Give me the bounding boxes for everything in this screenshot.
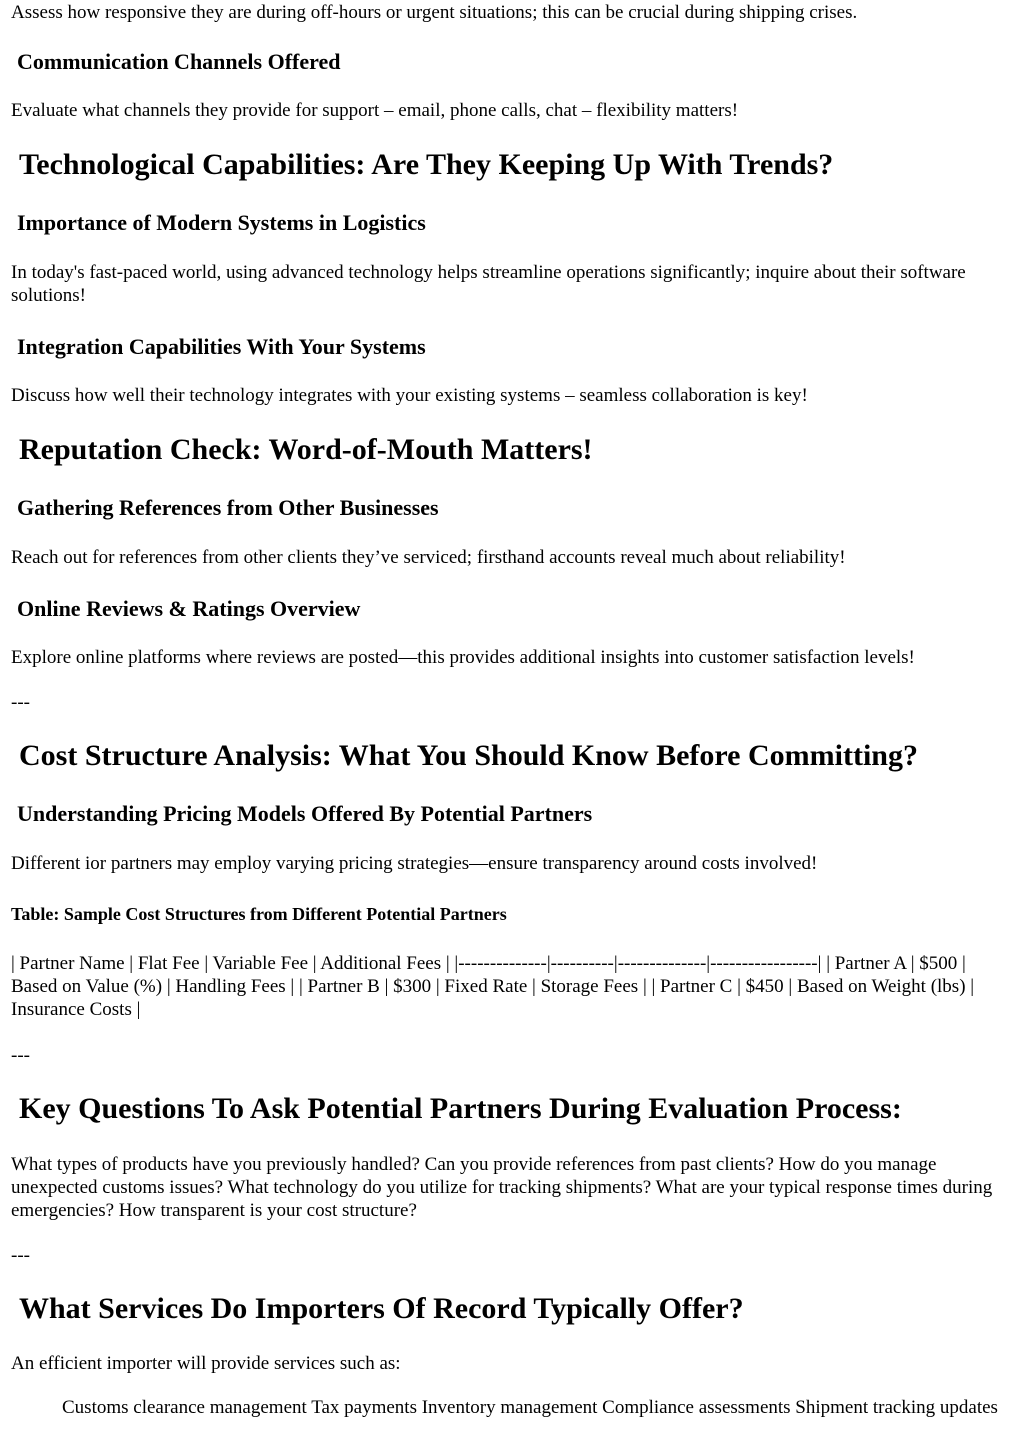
separator: --- — [11, 1045, 30, 1066]
table-raw-text: | Partner Name | Flat Fee | Variable Fee | Additional Fees | |--------------|----------|--------------|-----------------| | Partner A | $500 | Based on Value (%) | Handling Fees | | Partner B | $300 | Fixed Rate | Storage Fees | | Partner C | $450 | Based on Weight (lbs) | Insurance Costs | — [11, 953, 975, 1020]
heading-key-questions: Key Questions To Ask Potential Partners During Evaluation Process: — [19, 1092, 902, 1125]
heading-pricing-models: Understanding Pricing Models Offered By Potential Partners — [17, 801, 593, 826]
paragraph-modern-systems: In today's fast-paced world, using advanced technology helps streamline operations significantly; inquire about their software solutions! — [11, 262, 966, 306]
separator: --- — [11, 692, 30, 713]
paragraph-references: Reach out for references from other clients they’ve serviced; firsthand accounts reveal much about reliability! — [11, 547, 846, 568]
table-caption: Table: Sample Cost Structures from Different Potential Partners — [11, 904, 507, 924]
heading-modern-systems: Importance of Modern Systems in Logistics — [17, 210, 426, 235]
heading-services: What Services Do Importers Of Record Typically Offer? — [19, 1292, 744, 1325]
paragraph-pricing: Different ior partners may employ varying pricing strategies—ensure transparency around costs involved! — [11, 853, 818, 874]
heading-cost-structure: Cost Structure Analysis: What You Should Know Before Committing? — [19, 739, 918, 772]
services-list: Customs clearance management Tax payments Inventory management Compliance assessments Shipment tracking updates — [62, 1397, 998, 1418]
heading-communication-channels: Communication Channels Offered — [17, 49, 341, 74]
paragraph-key-questions: What types of products have you previously handled? Can you provide references from past clients? How do you manage unexpected customs issues? What technology do you utilize for tracking shipments? What are your typical response times during emergencies? How transparent is your cost structure? — [11, 1154, 993, 1221]
paragraph-channels: Evaluate what channels they provide for support – email, phone calls, chat – flexibility matters! — [11, 100, 739, 121]
paragraph-online-reviews: Explore online platforms where reviews are posted—this provides additional insights into customer satisfaction levels! — [11, 647, 915, 668]
paragraph-services-intro: An efficient importer will provide services such as: — [11, 1353, 401, 1374]
heading-online-reviews: Online Reviews & Ratings Overview — [17, 596, 361, 621]
heading-references: Gathering References from Other Businesses — [17, 495, 439, 520]
heading-integration: Integration Capabilities With Your Systems — [17, 334, 426, 359]
heading-technological-capabilities: Technological Capabilities: Are They Keeping Up With Trends? — [19, 148, 834, 181]
paragraph-integration: Discuss how well their technology integrates with your existing systems – seamless collaboration is key! — [11, 385, 808, 406]
heading-reputation-check: Reputation Check: Word-of-Mouth Matters! — [19, 433, 593, 466]
separator: --- — [11, 1245, 30, 1266]
paragraph-offhours: Assess how responsive they are during off-hours or urgent situations; this can be crucial during shipping crises. — [11, 2, 858, 23]
